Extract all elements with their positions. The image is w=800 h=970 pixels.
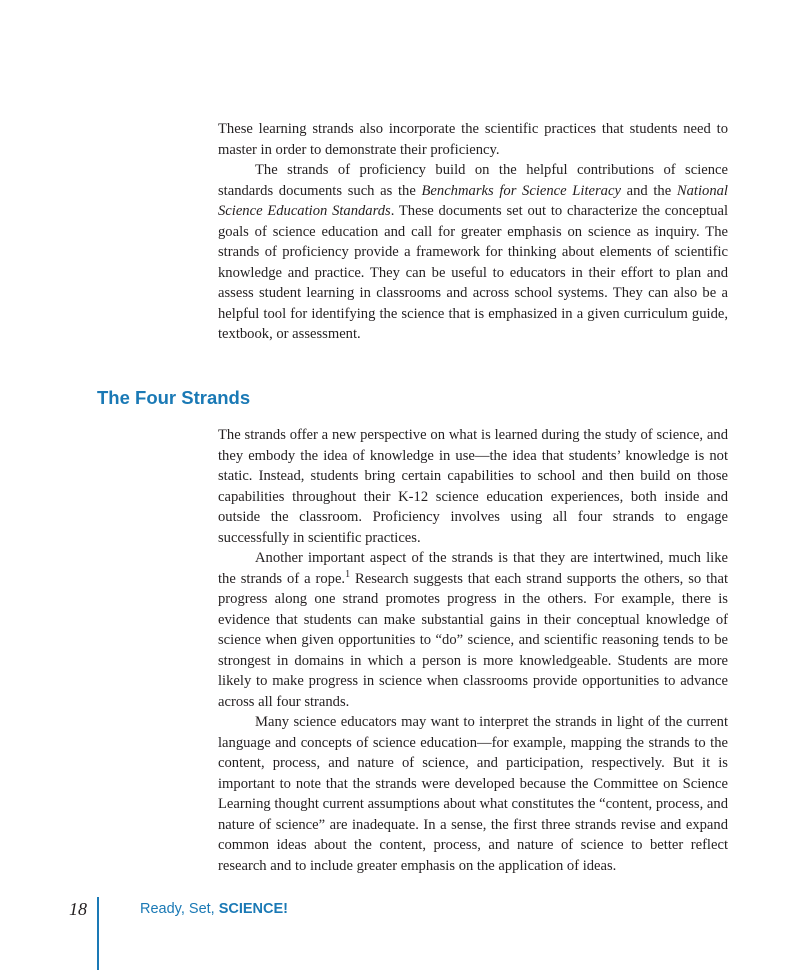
- standards-reference: National Science Education Standards: [218, 182, 728, 219]
- strands-paragraph-2: [218, 548, 728, 712]
- intro-paragraph-1: These learning strands also incorporate the scientific practices that students need to master in order to demonstrate their proficiency.: [218, 121, 728, 158]
- footer-title-prefix: Ready, Set,: [140, 901, 219, 917]
- section-heading: The Four Strands: [97, 387, 251, 408]
- intro-p2-text-2: and the: [620, 182, 677, 199]
- strands-p2-text-1: Another important aspect of the strands is that they are intertwined, much like the strands of a rope.: [218, 550, 728, 587]
- strands-paragraph-1: The strands offer a new perspective on what is learned during the study of science, and they embody the idea of knowledge in use—the idea that students’ knowledge is not static. Instead, students bring certain capabilities to school and then build on those capabilities throughout their K-12 science education experiences, both inside and outside the classroom. Proficiency involves using all four strands to engage successfully in scientific practices.: [218, 427, 728, 546]
- footer-title-emphasis: SCIENCE!: [218, 901, 289, 917]
- intro-paragraph-2: [218, 160, 728, 345]
- footnote-marker[interactable]: 1: [345, 568, 351, 580]
- intro-p2-text-1: The strands of proficiency build on the helpful contributions of science standards documents such as the: [218, 162, 728, 199]
- page-number: 18: [69, 899, 87, 919]
- footer-divider: [97, 897, 99, 970]
- running-footer-title: [140, 901, 288, 917]
- intro-p2-text-3: . These documents set out to characterize the conceptual goals of science education and call for greater emphasis on science as inquiry. The strands of proficiency provide a framework for thinking about elements of scientific knowledge and practice. They can be useful to educators in their effort to plan and assess student learning in classrooms and across school systems. They can also be a helpful tool for identifying the science that is emphasized in a given curriculum guide, textbook, or assessment.: [218, 203, 729, 342]
- intro-text-block: [218, 119, 728, 345]
- strands-paragraph-3: Many science educators may want to interpret the strands in light of the current language and concepts of science education—for example, mapping the strands to the content, process, and nature of science, and participation, respectively. But it is important to note that the strands were developed because the Committee on Science Learning thought current assumptions about what constitutes the “content, process, and nature of science” are inadequate. In a sense, the first three strands revise and expand common ideas about the content, process, and nature of science to better reflect research and to include greater emphasis on the application of ideas.: [218, 714, 728, 874]
- strands-text-block: [218, 425, 728, 876]
- benchmarks-reference: Benchmarks for Science Literacy: [421, 182, 621, 199]
- strands-p2-text-2: Research suggests that each strand supports the others, so that progress along one strand promotes progress in the others. For example, there is evidence that students can make substantial gains in their conceptual knowledge of science when given opportunities to “do” science, and scientific reasoning tends to be strongest in domains in which a person is more knowledgeable. Students are more likely to make progress in science when classrooms provide opportunities to advance across all four strands.: [218, 570, 729, 710]
